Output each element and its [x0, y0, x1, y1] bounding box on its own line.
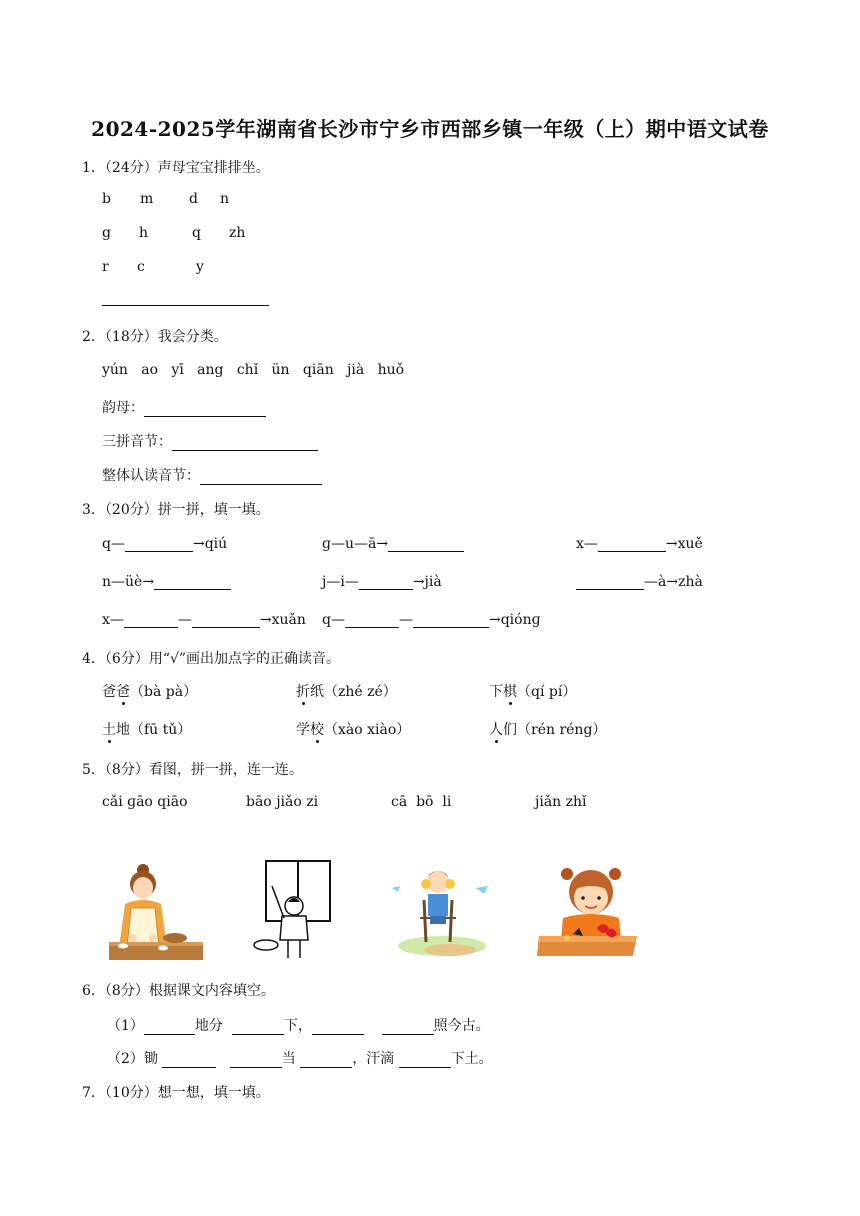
q2-zhengti-row [102, 465, 322, 485]
q4-item [296, 719, 410, 739]
q3-item [576, 574, 703, 590]
q5-word[interactable]: cā bō li [391, 794, 452, 810]
q6-blank[interactable] [300, 1053, 352, 1068]
q3-text: →qiú [192, 536, 228, 552]
q6-text: 照今古。 [433, 1018, 490, 1034]
q4-header: 4．（6分）用“√”画出加点字的正确读音。 [82, 651, 341, 667]
q3-text: ɡ—u—ā→ [322, 536, 389, 552]
q5-word[interactable]: cǎi ɡāo qiāo [102, 794, 188, 810]
q3-text: — [177, 612, 192, 628]
q1-initial: g [102, 225, 111, 241]
q4-item [102, 681, 197, 701]
q3-header: 3．（20分）拼一拼，填一填。 [82, 502, 270, 518]
q5-word[interactable]: jiǎn zhǐ [535, 794, 587, 810]
q2-zhengti-blank[interactable] [200, 470, 322, 485]
q4-char: 爸 [102, 684, 116, 700]
q4-item [489, 681, 576, 701]
q6-text: 地分 [194, 1018, 223, 1034]
q6-header: 6．（8分）根据课文内容填空。 [82, 983, 275, 999]
q1-initial: c [137, 259, 145, 275]
q3-item [322, 574, 442, 590]
q2-yunmu-label: 韵母： [102, 400, 144, 416]
q2-sanpin-row [102, 431, 318, 451]
q6-blank[interactable] [144, 1020, 195, 1035]
exam-title: 2024-2025学年湖南省长沙市宁乡市西部乡镇一年级（上）期中语文试卷 [91, 117, 769, 141]
q2-zhengti-label: 整体认读音节： [102, 468, 200, 484]
wiping-glass-picture[interactable] [248, 858, 354, 962]
q1-answer-line[interactable] [102, 290, 269, 306]
q6-text: （1） [107, 1018, 144, 1034]
q6-text: （2）锄 [107, 1051, 158, 1067]
q3-item [576, 536, 703, 552]
q3-item [102, 574, 231, 590]
q4-item [102, 719, 191, 739]
q3-blank[interactable] [124, 613, 178, 628]
q2-sanpin-label: 三拼音节： [102, 434, 172, 450]
q1-initial: y [196, 259, 204, 275]
q6-blank[interactable] [399, 1053, 451, 1068]
q6-text: ，汗滴 [352, 1051, 395, 1067]
q6-text: 下土。 [450, 1051, 493, 1067]
q3-text: — [398, 612, 413, 628]
q1-initial: h [139, 225, 149, 241]
q7-header: 7．（10分）想一想，填一填。 [82, 1085, 270, 1101]
q4-char: 们 [503, 722, 517, 738]
q4-pinyin-options[interactable]: （fū tǔ） [130, 722, 192, 738]
q4-pinyin-options[interactable]: （xào xiào） [324, 722, 411, 738]
q3-blank[interactable] [359, 575, 413, 590]
q4-dotted-char: 土 [102, 722, 116, 738]
q3-item [322, 612, 541, 628]
q6-line-2 [107, 1048, 493, 1068]
q6-text: 当 [281, 1051, 296, 1067]
q3-text: q— [322, 612, 345, 628]
q3-item [102, 612, 306, 628]
q5-word[interactable]: bāo jiǎo zi [246, 794, 319, 810]
q1-initial: q [192, 225, 201, 241]
q3-text: →xuǎn [259, 612, 306, 628]
q1-initial: b [102, 191, 111, 207]
q5-header: 5．（8分）看图，拼一拼，连一连。 [82, 762, 303, 778]
paper-cutting-picture[interactable] [533, 858, 639, 962]
q3-blank[interactable] [598, 537, 666, 552]
q2-yunmu-blank[interactable] [144, 402, 266, 417]
q1-initial: d [189, 191, 198, 207]
q3-text: →jià [412, 574, 442, 590]
q3-blank[interactable] [125, 537, 193, 552]
q4-char: 纸 [310, 684, 324, 700]
q4-dotted-char: 校 [310, 722, 324, 738]
stilts-walking-picture[interactable] [390, 858, 496, 962]
q3-text: j—i— [322, 574, 359, 590]
q4-item [296, 681, 397, 701]
q4-char: 下 [489, 684, 503, 700]
q4-pinyin-options[interactable]: （zhé zé） [324, 684, 397, 700]
q4-char: 学 [296, 722, 310, 738]
q4-dotted-char: 棋 [503, 684, 517, 700]
q3-blank[interactable] [154, 575, 231, 590]
q3-blank[interactable] [576, 575, 644, 590]
q3-text: —à→zhà [644, 574, 703, 590]
q1-initial: m [140, 191, 154, 207]
q6-text: 下， [283, 1018, 312, 1034]
q1-initial: n [220, 191, 230, 207]
q3-item [322, 536, 464, 552]
q2-yunmu-row [102, 397, 266, 417]
q3-text: x— [576, 536, 598, 552]
making-dumplings-picture[interactable] [103, 858, 209, 962]
q1-header: 1．（24分）声母宝宝排排坐。 [82, 160, 270, 176]
q3-blank[interactable] [388, 537, 464, 552]
q4-dotted-char: 折 [296, 684, 310, 700]
q3-text: →qiónɡ [488, 612, 541, 628]
q2-syllables: yún ao yī ang chǐ ün qiān jià huǒ [102, 362, 405, 378]
q6-blank[interactable] [162, 1053, 216, 1068]
q1-initial: r [102, 259, 109, 275]
q3-blank[interactable] [192, 613, 260, 628]
q2-header: 2．（18分）我会分类。 [82, 329, 228, 345]
q6-blank[interactable] [382, 1020, 434, 1035]
q3-text: n—üè→ [102, 574, 155, 590]
q3-item [102, 536, 227, 552]
q4-pinyin-options[interactable]: （rén réng） [517, 722, 607, 738]
q1-initial: zh [229, 225, 246, 241]
q6-blank[interactable] [312, 1020, 364, 1035]
q6-line-1 [107, 1015, 490, 1035]
q4-pinyin-options[interactable]: （bà pà） [130, 684, 198, 700]
q6-blank[interactable] [232, 1020, 284, 1035]
q4-dotted-char: 爸 [116, 684, 130, 700]
q4-char: 地 [116, 722, 130, 738]
q3-text: x— [102, 612, 124, 628]
q4-dotted-char: 人 [489, 722, 503, 738]
q6-blank[interactable] [230, 1053, 282, 1068]
q3-text: q— [102, 536, 125, 552]
q3-blank[interactable] [413, 613, 489, 628]
q4-item [489, 719, 606, 739]
q3-text: →xuě [665, 536, 703, 552]
q4-pinyin-options[interactable]: （qí pí） [517, 684, 577, 700]
q3-blank[interactable] [345, 613, 399, 628]
q2-sanpin-blank[interactable] [172, 436, 318, 451]
